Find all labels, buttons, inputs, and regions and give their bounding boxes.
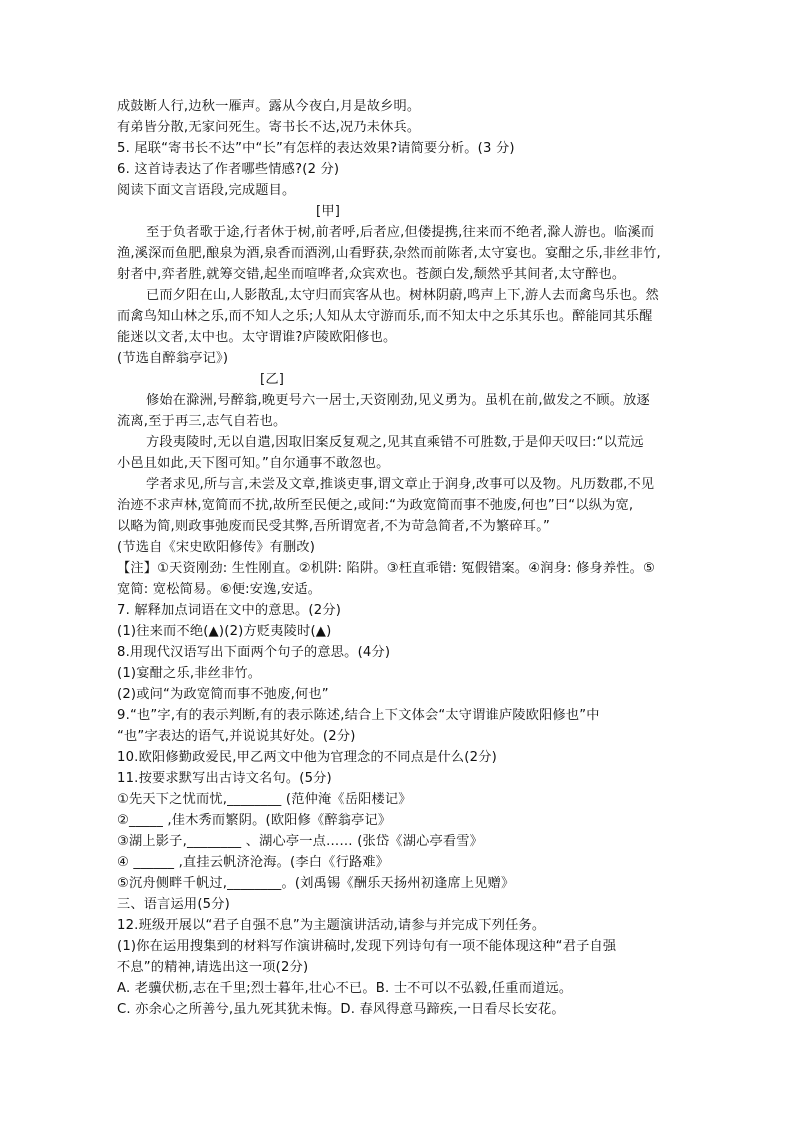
- question-11-item: ①先天下之忧而忧,________ (范仲淹《岳阳楼记》: [117, 792, 412, 807]
- notes-line: 宽简: 宽松简易。⑥便:安逸,安适。: [117, 582, 322, 597]
- question-9-cont: “也”字表达的语气,并说说其好处。(2分): [117, 729, 356, 744]
- poem-line-1: 成鼓断人行,边秋一雁声。露从今夜白,月是故乡明。: [117, 99, 421, 114]
- question-7-items: (1)往来而不绝(▲)(2)方贬夷陵时(▲): [117, 624, 332, 639]
- question-12-options-ab: A. 老骥伏枥,志在千里;烈士暮年,壮心不已。B. 士不可以不弘毅,任重而道远。: [117, 981, 573, 996]
- passage-b-line: 小邑且如此,天下图可知。”自尔通事不敢忽也。: [117, 456, 390, 471]
- notes-line: 【注】①天资刚劲: 生性刚直。②机阱: 陷阱。③枉直乖错: 冤假错案。④润身: 修身养性。⑤: [117, 561, 656, 576]
- passage-a-line: 而禽鸟知山林之乐,而不知人之乐;人知从太守游而乐,而不知太中之乐其乐也。醉能同其乐醒: [117, 309, 653, 324]
- question-9: 9.“也”字,有的表示判断,有的表示陈述,结合上下文体会“太守谓谁庐陵欧阳修也”中: [117, 708, 600, 723]
- question-12: 12.班级开展以“君子自强不息”为主题演讲活动,请参与并完成下列任务。: [117, 918, 546, 933]
- passage-b-line: 方段夷陵时,无以自遣,因取旧案反复观之,见其直乘错不可胜数,于是仰天叹曰:“以荒远: [146, 435, 644, 450]
- passage-a-line: 能迷以文者,太中也。太守谓谁?庐陵欧阳修也。: [117, 330, 397, 345]
- question-8-item-2: (2)或问“为政宽简而事不弛废,何也”: [117, 687, 329, 702]
- passage-a-line: 渔,溪深而鱼肥,酿泉为酒,泉香而酒洌,山看野获,杂然而前陈者,太守宴也。宴酣之乐,非丝非竹,: [117, 246, 661, 261]
- passage-a-line: 射者中,弈者胜,就筹交错,起坐而喧哗者,众宾欢也。苍颜白发,颓然乎其间者,太守醉也。: [117, 267, 626, 282]
- passage-b-line: 以略为简,则政事弛废而民受其弊,吾所谓宽者,不为苛急简者,不为繁碎耳。”: [117, 519, 551, 534]
- passage-b-line: 学者求见,所与言,未尝及文章,推谈吏事,谓文章止于润身,改事可以及物。凡历数郡,不见: [146, 477, 655, 492]
- reading-instruction: 阅读下面文言语段,完成题目。: [117, 183, 296, 198]
- passage-b-line: 修始在滁洲,号醉翁,晚更号六一居士,天资刚劲,见义勇为。虽机在前,做发之不顾。放逐: [146, 393, 650, 408]
- question-11-item: ②_____ ,佳木秀而繁阴。(欧阳修《醉翁亭记》: [117, 813, 392, 828]
- passage-a-source: (节选自醉翁亭记》): [117, 351, 229, 366]
- question-12-part-1: (1)你在运用搜集到的材料写作演讲稿时,发现下列诗句有一项不能体现这种“君子自强: [117, 939, 617, 954]
- passage-a-line: 至于负者歌于途,行者休于树,前者呼,后者应,但偻提携,往来而不绝者,滁人游也。临溪而: [146, 225, 655, 240]
- question-7: 7. 解释加点词语在文中的意思。(2分): [117, 603, 342, 618]
- question-12-part-1-cont: 不息”的精神,请选出这一项(2分): [117, 960, 309, 975]
- question-11-item: ④ ______ ,直挂云帆济沧海。(李白《行路难》: [117, 855, 390, 870]
- question-10: 10.欧阳修勤政爱民,甲乙两文中他为官理念的不同点是什么(2分): [117, 750, 497, 765]
- question-11-item: ⑤沉舟侧畔千帆过,________。(刘禹锡《酬乐天扬州初逢席上见赠》: [117, 876, 515, 891]
- question-5: 5. 尾联“寄书长不达”中“长”有怎样的表达效果?请简要分析。(3 分): [117, 141, 515, 156]
- question-11: 11.按要求默写出古诗文名句。(5分): [117, 771, 332, 786]
- passage-b-source: (节选自《宋史欧阳修传》有删改): [117, 540, 316, 555]
- question-8-item-1: (1)宴酣之乐,非丝非竹。: [117, 666, 262, 681]
- question-12-options-cd: C. 亦余心之所善兮,虽九死其犹未悔。D. 春风得意马蹄疾,一日看尽长安花。: [117, 1002, 565, 1017]
- passage-b-line: 治迹不求声林,宽简而不扰,故所至民便之,或间:“为政宽简而事不弛废,何也”曰“以纵为宽,: [117, 498, 634, 513]
- passage-b-marker: [乙]: [260, 372, 285, 387]
- section-3-heading: 三、语言运用(5分): [117, 897, 230, 912]
- question-11-item: ③湖上影子,________ 、湖心亭一点…… (张岱《湖心亭看雪》: [117, 834, 484, 849]
- passage-a-line: 已而夕阳在山,人影散乱,太守归而宾客从也。树林阴蔚,鸣声上下,游人去而禽鸟乐也。然: [146, 288, 659, 303]
- passage-a-marker: [甲]: [316, 204, 341, 219]
- passage-b-line: 流离,至于再三,志气自若也。: [117, 414, 287, 429]
- poem-line-2: 有弟皆分散,无家问死生。寄书长不达,况乃未休兵。: [117, 120, 421, 135]
- question-6: 6. 这首诗表达了作者哪些情感?(2 分): [117, 162, 340, 177]
- question-8: 8.用现代汉语写出下面两个句子的意思。(4分): [117, 645, 391, 660]
